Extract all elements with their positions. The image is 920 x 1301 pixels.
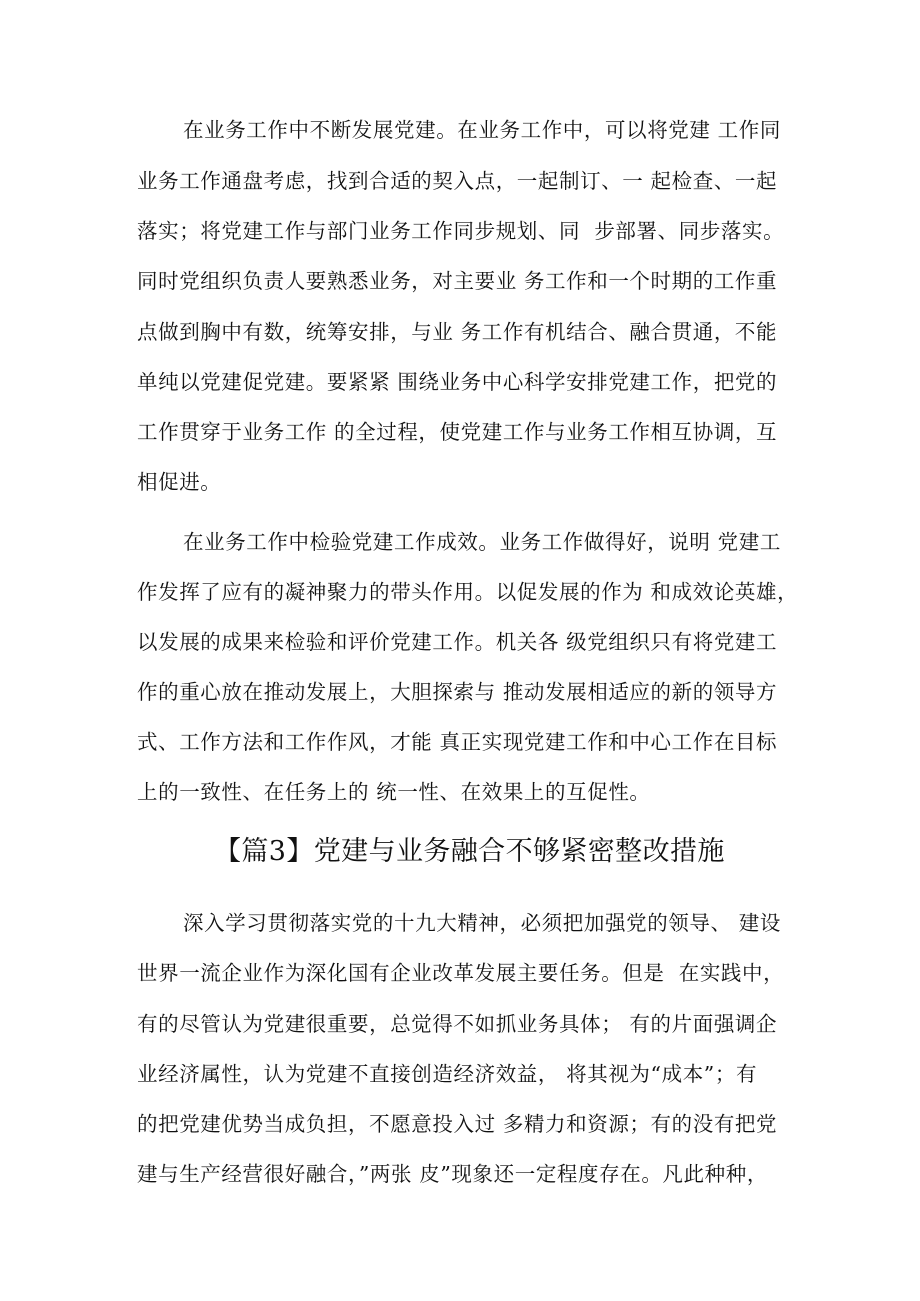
text-line: 建与生产经营很好融合，”两张 皮”现象还一定程度存在。凡此种种，	[137, 1162, 768, 1186]
text-line: 相促进。	[137, 470, 222, 494]
text-line: 在业务工作中检验党建工作成效。业务工作做得好，说明 党建工	[183, 530, 781, 554]
text-line: 业经济属性，认为党建不直接创造经济效益， 将其视为“成本”；有	[137, 1062, 758, 1086]
text-line: 单纯以党建促党建。要紧紧 围绕业务中心科学安排党建工作，把党的	[137, 370, 778, 394]
text-line: 作的重心放在推动发展上，大胆探索与 推动发展相适应的新的领导方	[137, 680, 778, 704]
text-line: 工作贯穿于业务工作 的全过程，使党建工作与业务工作相互协调，互	[137, 420, 778, 444]
text-line: 落实；将党建工作与部门业务工作同步规划、同 步部署、同步落实。	[137, 219, 785, 243]
text-line: 以发展的成果来检验和评价党建工作。机关各 级党组织只有将党建工	[137, 630, 778, 654]
text-line: 业务工作通盘考虑，找到合适的契入点，一起制订、一 起检查、一起	[137, 169, 778, 193]
text-line: 的把党建优势当成负担，不愿意投入过 多精力和资源；有的没有把党	[137, 1112, 778, 1136]
text-line: 在业务工作中不断发展党建。在业务工作中，可以将党建 工作同	[183, 118, 781, 142]
text-line: 点做到胸中有数，统筹安排，与业 务工作有机结合、融合贯通，不能	[137, 320, 778, 344]
text-line: 同时党组织负责人要熟悉业务，对主要业 务工作和一个时期的工作重	[137, 269, 778, 293]
text-line: 世界一流企业作为深化国有企业改革发展主要任务。但是 在实践中，	[137, 961, 785, 985]
text-line: 深入学习贯彻落实党的十九大精神，必须把加强党的领导、 建设	[183, 911, 781, 935]
text-line: 作发挥了应有的凝神聚力的带头作用。以促发展的作为 和成效论英雄，	[137, 580, 799, 604]
text-line: 上的一致性、在任务上的 统一性、在效果上的互促性。	[137, 780, 651, 804]
section-heading: 【篇3】党建与业务融合不够紧密整改措施	[214, 836, 725, 868]
text-line: 有的尽管认为党建很重要，总觉得不如抓业务具体； 有的片面强调企	[137, 1012, 778, 1036]
text-line: 式、工作方法和工作作风，才能 真正实现党建工作和中心工作在目标	[137, 730, 778, 754]
